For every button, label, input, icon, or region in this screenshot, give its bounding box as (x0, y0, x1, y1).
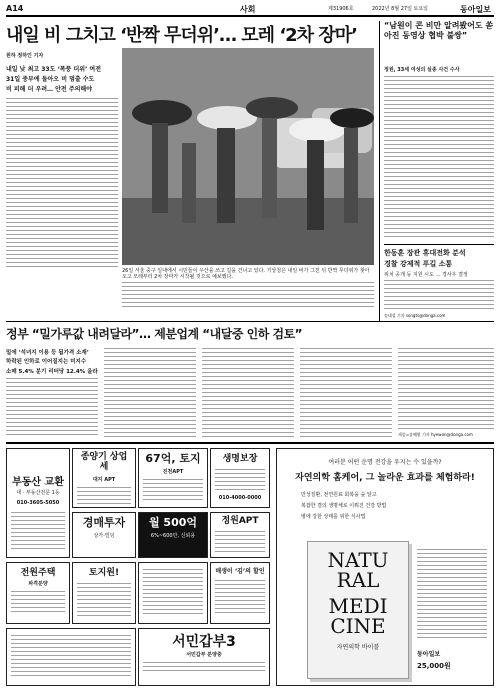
main-headline: 내일 비 그치고 ‘반짝 무더위’… 모레 ‘2차 장마’ (6, 25, 357, 46)
ad-land-67[interactable] (138, 448, 208, 508)
ad-1-phone: 010-3605-5050 (16, 500, 60, 506)
book-cover-line-4: CINE (330, 614, 386, 638)
side-sub: 정원, 33세 여성의 실종 사건 수사 (384, 67, 460, 73)
main-sub-2: 31일 중부에 돌아오 비 멈출 수도 (6, 76, 95, 83)
book-ad-title: 자연의학 홈케어, 그 놀라운 효과를 체험하라! (295, 473, 475, 483)
book-cover-subtitle: 자연의학 바이블 (336, 644, 380, 651)
issue-date: 2022년 8월 27일 토요일 (372, 6, 429, 12)
side-second-sub: 위치 공개 등 지원 시도 … 경사우 결정 (384, 272, 468, 278)
ad-real-estate-exchange[interactable] (6, 448, 70, 558)
ad-1-title: 부동산 교환 (12, 477, 64, 488)
second-body-col-3 (202, 348, 294, 438)
second-headline: 정부 “밀가루값 내려달라”… 제분업계 “내달중 인하 검토” (6, 327, 303, 341)
ads-rule (6, 442, 494, 444)
side-second-body (384, 280, 494, 310)
second-body-col-5 (398, 348, 494, 430)
ad-5-sub: 6%~600만, 신뢰용 (150, 533, 196, 540)
side-body-text (384, 76, 494, 240)
ad-land-won[interactable] (72, 562, 136, 624)
ad-3-body (143, 479, 203, 501)
ad-seaweed[interactable] (210, 562, 270, 624)
ad-9-title: 토지원! (88, 568, 120, 578)
second-body-col-2 (104, 348, 196, 438)
second-body-col-4 (300, 348, 392, 438)
ad-misc-1-body (143, 569, 203, 617)
ad-11-title: 매생이 ‘김’의 할인 (215, 568, 265, 575)
ad-6-phone: 010-4000-0000 (218, 494, 262, 501)
second-body-col-1 (6, 378, 98, 438)
ad-8-title: 전원주택 (20, 568, 56, 578)
rain-street-photo (122, 48, 374, 265)
ad-1-line: 대 · 부동산전문 1등 (16, 490, 60, 496)
ad-garden-apt[interactable] (210, 512, 270, 558)
ad-4-title: 경매투자 (82, 516, 126, 529)
ad-4-sub: 상가·빌딩 (93, 533, 115, 540)
page-number: A14 (6, 4, 24, 13)
second-lead-3: 소매 5.4% 분기 리터당 12.4% 올라 (6, 369, 98, 375)
ad-country-house[interactable] (6, 562, 70, 624)
side-column-divider (379, 21, 380, 321)
side-headline: “남원이 콘 비만 알려봤어도 쏟아진 동영상 협박 불쌍” (384, 21, 494, 40)
side-second-headline: 한동훈 장관 휴대전화 분석 (384, 249, 466, 257)
second-lead-2: 하락된 인하로 이어질지는 미지수 (6, 359, 87, 365)
ad-2-title: 종양기 상업세 (80, 452, 128, 472)
second-reporter: 세종=송혜원 기자 hyewon@donga.com (398, 432, 473, 437)
ad-life-insurance[interactable] (210, 448, 270, 508)
book-cover-line-2: RAL (336, 568, 380, 592)
paper-name: 동아일보 (460, 5, 491, 14)
ad-1-body (11, 512, 65, 552)
ad-6-title: 생명보장 (222, 454, 258, 464)
ad-8-sub: 파격분양 (28, 580, 48, 587)
book-ad-bullet-1: 만성질환, 천연원료 회복을 숲 알고 (301, 492, 377, 498)
ad-2-sub: 대지 APT (92, 476, 116, 483)
book-ad-publisher: 동아일보 (417, 651, 441, 658)
ad-10-sub: 서민갑부 분양중 (186, 652, 222, 659)
second-lead-1: 밀에 ‘석녀지 이용 등 됩가격 소재’ (6, 350, 89, 356)
main-byline: 원하 정하인 기자 (6, 53, 44, 59)
ad-misc-1[interactable] (138, 562, 208, 624)
book-ad-bullet-3: 병에 강한 상태를 위한 식사법 (301, 514, 366, 520)
ad-5-title: 월 500억 (148, 516, 198, 529)
ad-6-body (215, 469, 265, 491)
book-ad-question: 여러분 어떤 운명 전강을 우지는 수 있을까? (328, 459, 442, 466)
section-label: 사회 (240, 5, 256, 14)
ad-2-body (77, 487, 131, 508)
main-body-text (6, 98, 118, 270)
ad-9-body (77, 583, 131, 617)
second-article-rule (6, 321, 494, 322)
ad-10-body (143, 662, 265, 672)
ad-7-body (215, 531, 265, 553)
ad-seomin-gapbu[interactable] (138, 628, 270, 686)
ad-8-body (11, 591, 65, 615)
photo-caption: 26일 서울 중구 일대에서 시민들이 우산을 쓰고 길을 건너고 있다. 기상청은 내일 비가 그친 뒤 반짝 무더위가 찾아오고 모레부터 2차 장마가 시작될 것으로 예보했다. (122, 268, 370, 280)
main-photo (122, 48, 374, 265)
side-separator (384, 244, 494, 245)
book-cover (307, 541, 409, 679)
main-sub-3: 비 피해 더 우려… 안전 주의해야 (6, 86, 92, 93)
main-sub-1: 내일 낮 최고 33도 ‘폭풍 더위’ 여전 (6, 66, 101, 73)
ad-10-title: 서민갑부3 (172, 634, 236, 650)
book-ad-bullet-2: 복잡한 결의 생명체로 이뤄진 건강 방법 (301, 503, 387, 509)
side-reporter: 송태섭 기자 songts@donga.com (384, 313, 446, 318)
book-ad-price: 25,000원 (417, 662, 451, 670)
ad-7-title: 정원APT (221, 516, 259, 526)
ad-misc-2[interactable] (6, 628, 136, 686)
main-body-text-2 (122, 282, 374, 310)
side-second-headline-2: 경찰 강제적 푸길 소통 (384, 260, 453, 268)
ad-misc-2-body (11, 635, 131, 679)
header-rule (6, 15, 494, 17)
book-cover-line-3: MEDI (328, 594, 388, 618)
ad-natural-medicine-book[interactable] (276, 448, 494, 686)
book-cover-line-1: NATU (327, 548, 389, 572)
ad-11-body (215, 580, 265, 614)
book-ad-description (417, 549, 487, 639)
ad-3-sub: 진천APT (162, 469, 184, 476)
issue-number: 제31906호 (328, 6, 354, 12)
ad-3-title: 67억, 토지 (145, 452, 201, 465)
ad-auction[interactable] (72, 512, 136, 558)
ad-commercial[interactable] (72, 448, 136, 508)
ad-monthly-500[interactable] (138, 512, 208, 558)
